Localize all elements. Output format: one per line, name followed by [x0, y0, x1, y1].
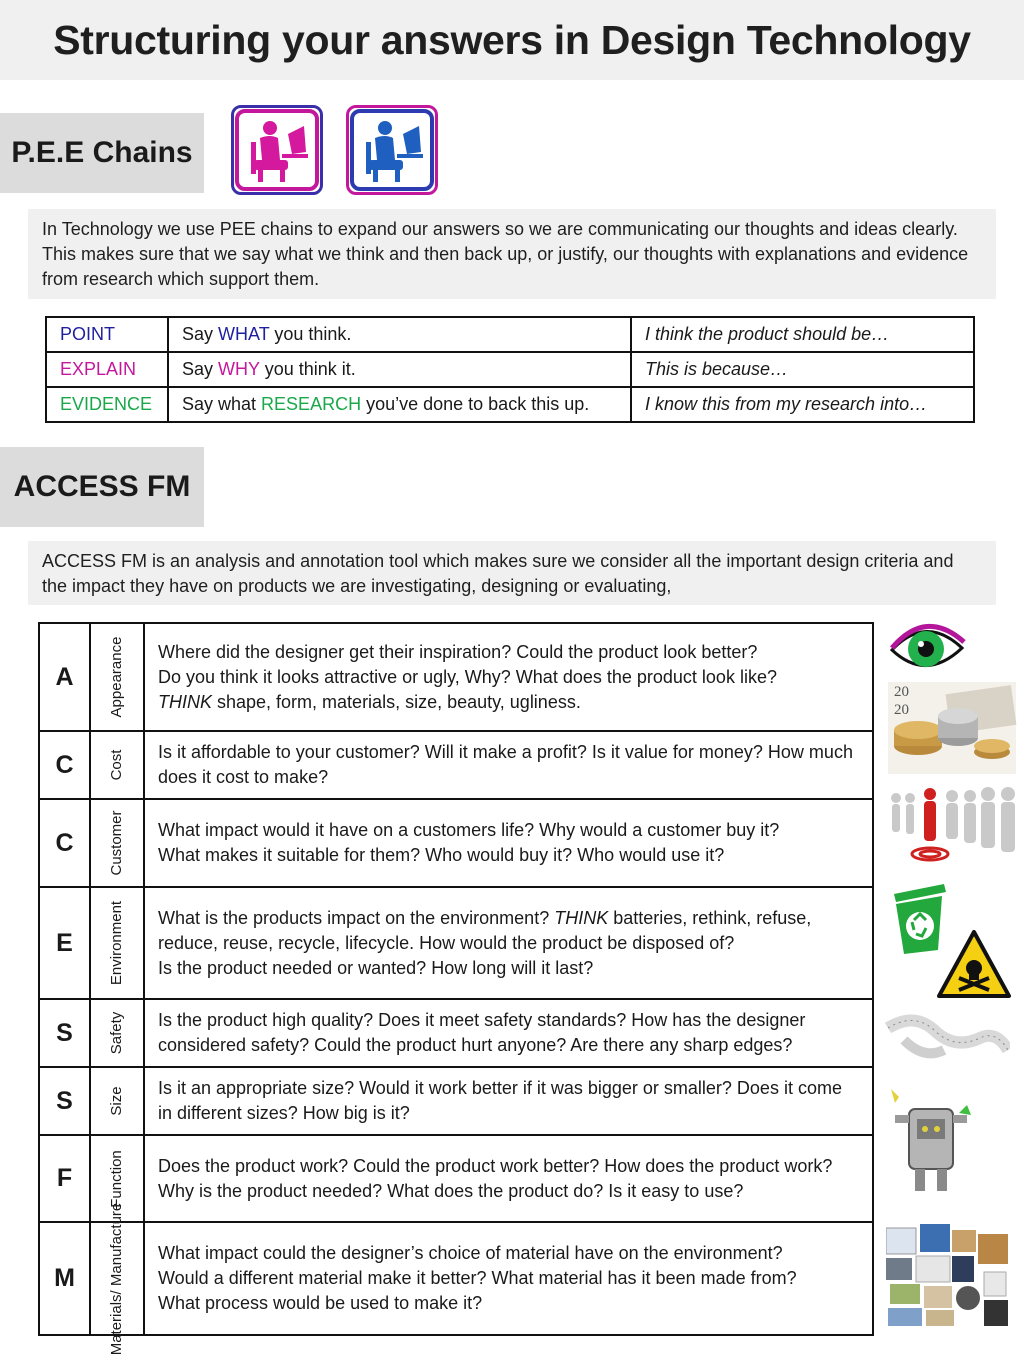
access-text: What process would be used to make it?: [158, 1293, 483, 1313]
pee-example: I think the product should be…: [631, 317, 974, 352]
access-text: What makes it suitable for them? Who would buy it? Who would use it?: [158, 845, 725, 865]
access-row: [39, 1135, 873, 1222]
access-word-cell: [90, 731, 144, 799]
access-description: [144, 1222, 873, 1335]
access-row: [39, 1067, 873, 1135]
access-description: [144, 999, 873, 1067]
access-description: [144, 623, 873, 731]
access-text: What is the products impact on the environment?: [158, 907, 555, 928]
access-description: [144, 887, 873, 999]
pee-instruction-pre: Say what: [182, 394, 262, 414]
access-text-emphasis: THINK: [554, 907, 609, 928]
access-description-line: [158, 740, 859, 790]
access-text: Does the product work? Could the product work better? How does the product work? Why is the product needed? What does the product do? Is it easy to use?: [158, 1155, 833, 1201]
access-text: Would a different material make it better? What material has it been made from?: [158, 1268, 797, 1288]
access-text-emphasis: THINK: [158, 691, 212, 712]
access-letter: C: [39, 731, 90, 799]
access-description-line: [158, 1154, 859, 1204]
access-description-line: [158, 906, 859, 956]
access-word: Cost: [108, 749, 125, 781]
coin-label-1: 20: [894, 684, 909, 700]
access-row: [39, 887, 873, 999]
access-text: batteries, rethink, refuse, reduce, reuse, recycle, lifecycle. How would the product be disposed of?: [158, 907, 812, 953]
blue-person-at-computer-icon: [346, 105, 438, 195]
access-row: [39, 623, 873, 731]
access-text: Is it an appropriate size? Would it work better if it was bigger or smaller? Does it come in different sizes? How big is it?: [158, 1078, 842, 1123]
access-intro: ACCESS FM is an analysis and annotation tool which makes sure we consider all the important design criteria and the impact they have on products we are investigating, designing or evaluating,: [28, 541, 996, 605]
access-description-line: [158, 843, 859, 868]
target-customer-icon: [888, 784, 1018, 874]
pink-person-at-computer-icon: [231, 105, 323, 195]
pee-instruction-post: you’ve done to back this up.: [361, 394, 590, 414]
access-description-line: [158, 956, 859, 981]
access-letter: F: [39, 1135, 90, 1222]
access-text: What impact would it have on a customers life? Why would a customer buy it?: [158, 820, 780, 840]
access-description-line: [158, 665, 859, 690]
pee-instruction: [168, 387, 631, 422]
coin-label-2: 20: [894, 702, 909, 718]
pee-instruction-key: RESEARCH: [261, 394, 362, 414]
pee-example: This is because…: [631, 352, 974, 387]
pee-example: I know this from my research into…: [631, 387, 974, 422]
access-letter: S: [39, 1067, 90, 1135]
pee-instruction-key: WHAT: [218, 324, 270, 344]
access-word: Function: [108, 1149, 125, 1208]
access-text: Is the product needed or wanted? How long will it last?: [158, 957, 594, 978]
access-word-cell: [90, 1067, 144, 1135]
pee-label: EVIDENCE: [46, 387, 168, 422]
access-description-line: [158, 1291, 859, 1316]
access-text: Where did the designer get their inspiration? Could the product look better?: [158, 641, 758, 662]
pee-instruction-pre: Say: [182, 324, 219, 344]
pee-label: POINT: [46, 317, 168, 352]
access-text: shape, form, materials, size, beauty, ugliness.: [212, 691, 581, 712]
pee-row: [46, 387, 974, 422]
access-description-line: [158, 1266, 859, 1291]
pee-row: [46, 317, 974, 352]
coins-icon: [888, 682, 1018, 776]
access-letter: A: [39, 623, 90, 731]
access-word-cell: [90, 999, 144, 1067]
pee-instruction-pre: Say: [182, 359, 219, 379]
pee-label: EXPLAIN: [46, 352, 168, 387]
access-heading: ACCESS FM: [0, 447, 204, 527]
access-word: Appearance: [108, 636, 125, 718]
access-description-line: [158, 1241, 859, 1266]
materials-collage-icon: [886, 1224, 1010, 1328]
pee-instruction-post: you think it.: [259, 359, 356, 379]
access-word: Safety: [108, 1011, 125, 1055]
pee-instruction: [168, 317, 631, 352]
access-word: Size: [108, 1086, 125, 1116]
pee-table: [45, 316, 975, 423]
access-row: [39, 999, 873, 1067]
access-row: [39, 799, 873, 887]
toxic-warning-icon: [935, 928, 1013, 1000]
access-word: Materials/ Manufacture: [108, 1202, 125, 1355]
access-letter: S: [39, 999, 90, 1067]
access-text: Is the product high quality? Does it meet safety standards? How has the designer considered safety? Could the product hurt anyone? Are there any sharp edges?: [158, 1010, 806, 1055]
access-description-line: [158, 690, 859, 715]
access-description-line: [158, 640, 859, 665]
access-letter: M: [39, 1222, 90, 1335]
pee-intro: In Technology we use PEE chains to expand our answers so we are communicating our thoughts and ideas clearly. This makes sure that we say what we think and then back up, or justify, our thoughts with explanations and evidence from research which support them.: [28, 209, 996, 299]
measuring-tape-icon: [884, 1010, 1010, 1070]
eye-icon: [886, 612, 966, 682]
access-description-line: [158, 1076, 859, 1126]
access-row: [39, 731, 873, 799]
page-title: Structuring your answers in Design Technology: [53, 16, 971, 63]
access-letter: E: [39, 887, 90, 999]
access-description-line: [158, 1008, 859, 1058]
access-description: [144, 799, 873, 887]
pee-instruction: [168, 352, 631, 387]
access-description: [144, 1067, 873, 1135]
access-description-line: [158, 818, 859, 843]
robot-icon: [885, 1085, 975, 1197]
access-text: Is it affordable to your customer? Will it make a profit? Is it value for money? How much does it cost to make?: [158, 742, 853, 787]
access-description: [144, 731, 873, 799]
access-description: [144, 1135, 873, 1222]
access-word-cell: [90, 887, 144, 999]
access-word-cell: [90, 799, 144, 887]
title-banner: [0, 0, 1024, 80]
access-word: Environment: [108, 900, 125, 986]
pee-instruction-post: you think.: [269, 324, 352, 344]
access-letter: C: [39, 799, 90, 887]
pee-heading: P.E.E Chains: [0, 113, 204, 193]
access-text: What impact could the designer’s choice of material have on the environment?: [158, 1243, 783, 1263]
access-text: Do you think it looks attractive or ugly, Why? What does the product look like?: [158, 666, 777, 687]
access-word-cell: [90, 623, 144, 731]
access-row: [39, 1222, 873, 1335]
pee-row: [46, 352, 974, 387]
access-word: Customer: [108, 810, 125, 876]
access-fm-table: [38, 622, 874, 1355]
pee-instruction-key: WHY: [218, 359, 260, 379]
access-word-cell: [90, 1202, 144, 1355]
